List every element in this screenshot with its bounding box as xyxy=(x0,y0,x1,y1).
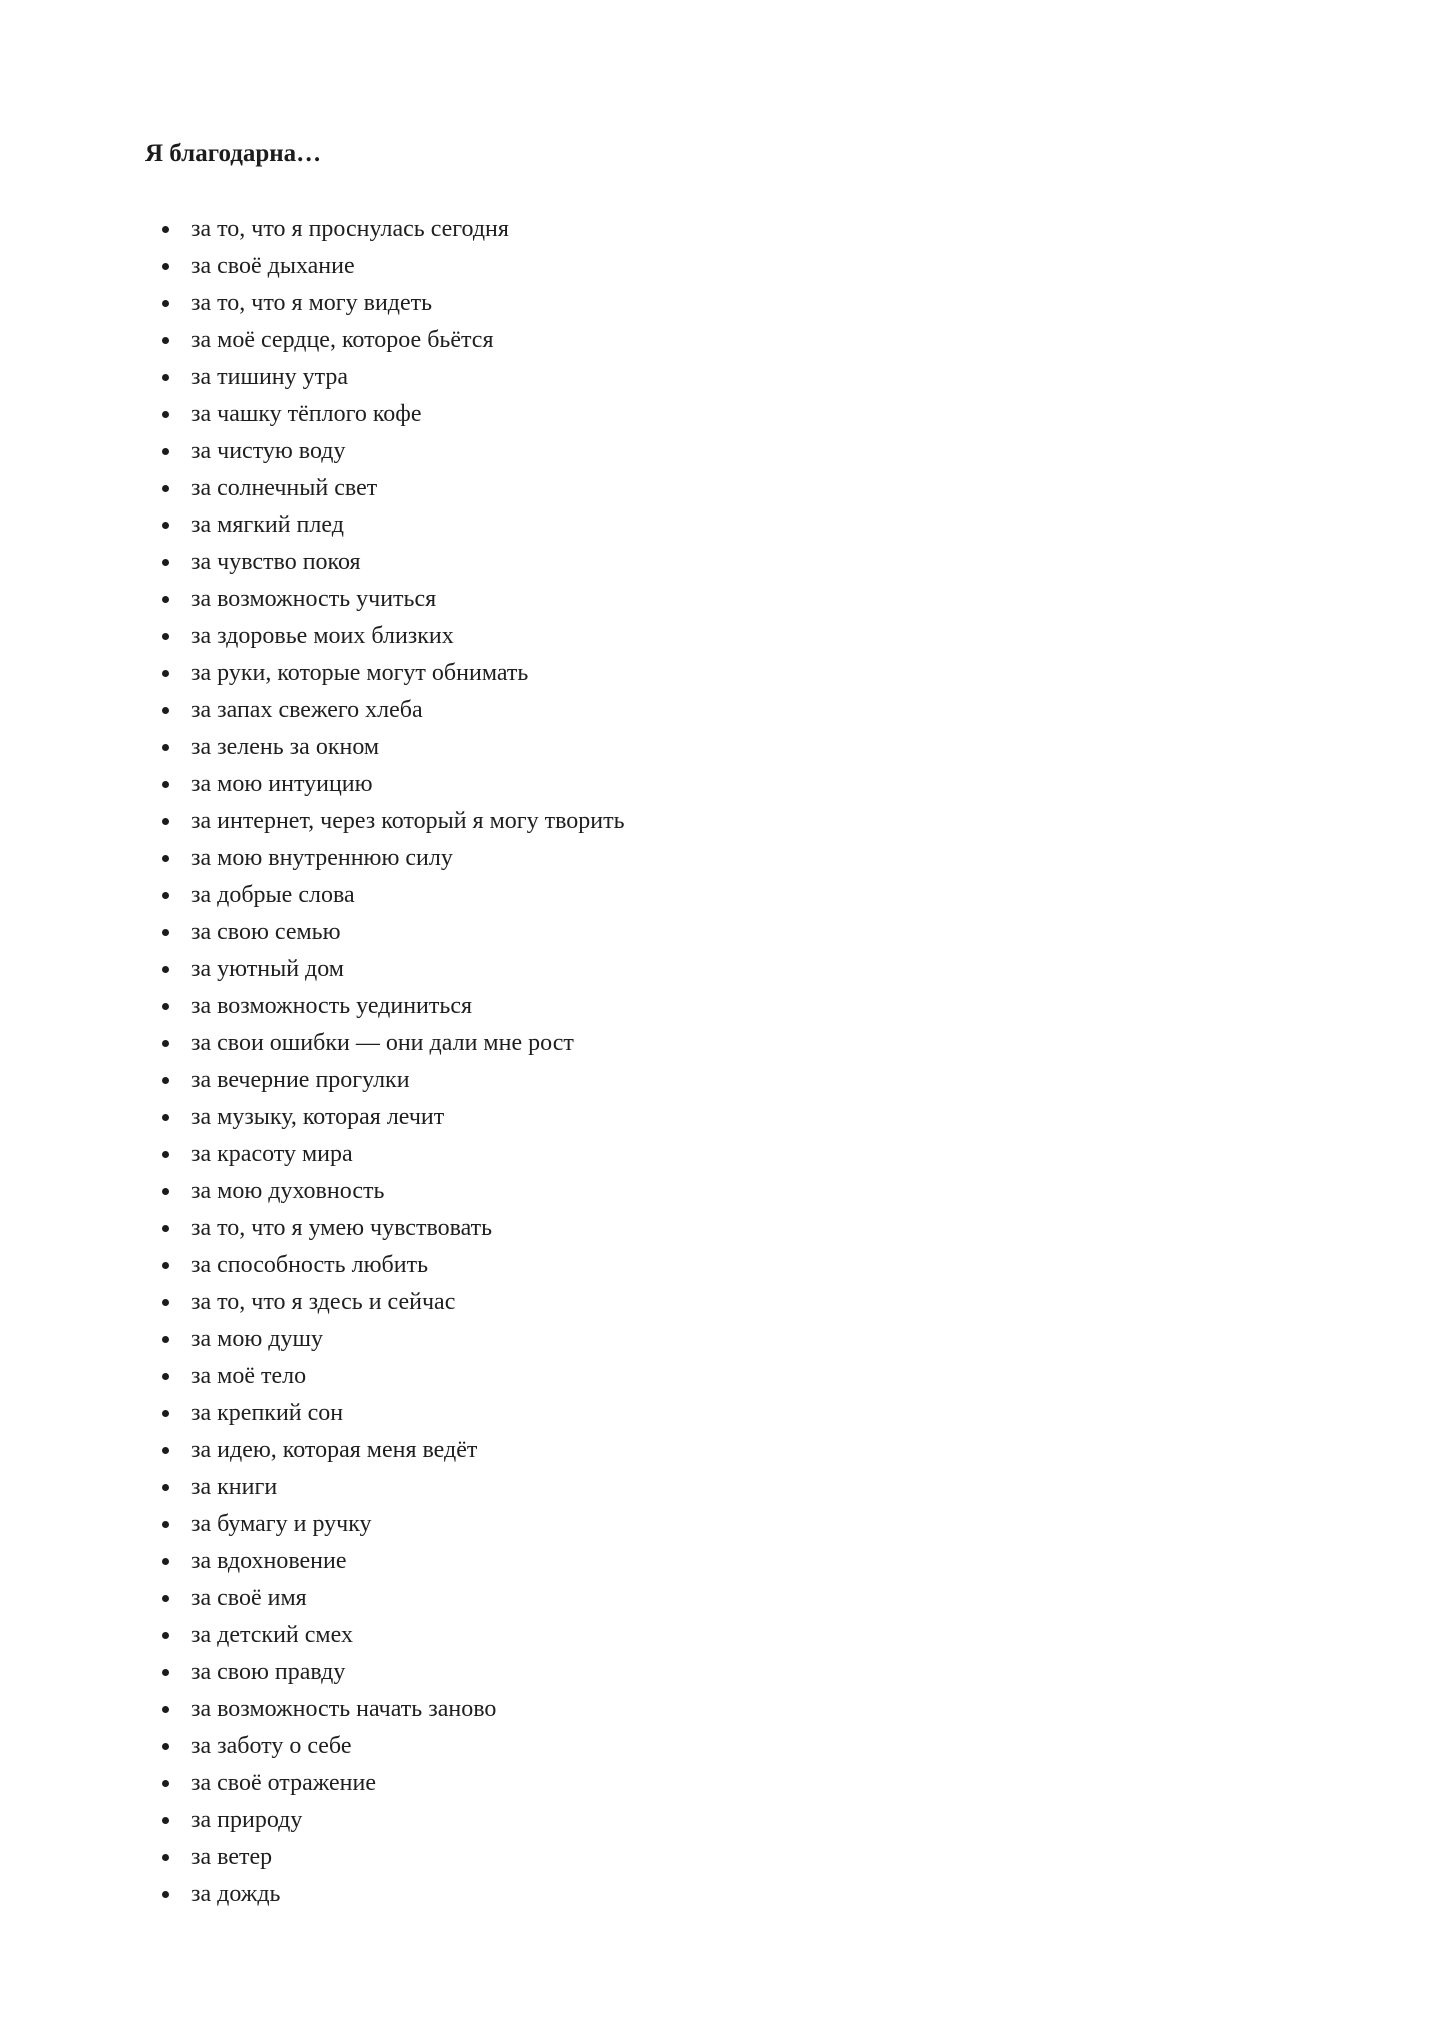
bullet-icon xyxy=(162,1706,169,1713)
bullet-icon xyxy=(162,1817,169,1824)
list-item-text: за то, что я могу видеть xyxy=(191,290,433,316)
list-item-text: за мою духовность xyxy=(191,1178,385,1204)
list-item-text: за природу xyxy=(191,1807,303,1833)
list-item-text: за свою семью xyxy=(191,919,341,945)
list-item-text: за музыку, которая лечит xyxy=(191,1104,445,1130)
bullet-icon xyxy=(162,670,169,677)
list-item-text: за вечерние прогулки xyxy=(191,1067,410,1093)
list-item-text: за здоровье моих близких xyxy=(191,623,454,649)
list-item-text: за возможность начать заново xyxy=(191,1696,497,1722)
bullet-icon xyxy=(162,1595,169,1602)
bullet-icon xyxy=(162,411,169,418)
page-title: Я благодарна… xyxy=(145,140,322,167)
bullet-icon xyxy=(162,1003,169,1010)
bullet-icon xyxy=(162,226,169,233)
list-item-text: за тишину утра xyxy=(191,364,349,390)
bullet-icon xyxy=(162,1669,169,1676)
list-item-text: за свои ошибки — они дали мне рост xyxy=(191,1030,574,1056)
list-item-text: за то, что я здесь и сейчас xyxy=(191,1289,456,1315)
list-item-text: за мою внутреннюю силу xyxy=(191,845,453,871)
bullet-icon xyxy=(162,1336,169,1343)
list-item-text: за уютный дом xyxy=(191,956,344,982)
list-item-text: за способность любить xyxy=(191,1252,429,1278)
bullet-icon xyxy=(162,966,169,973)
bullet-icon xyxy=(162,1521,169,1528)
list-item-text: за то, что я проснулась сегодня xyxy=(191,216,509,242)
bullet-icon xyxy=(162,781,169,788)
list-item-text: за книги xyxy=(191,1474,278,1500)
list-item-text: за идею, которая меня ведёт xyxy=(191,1437,478,1463)
list-item-text: за свою правду xyxy=(191,1659,346,1685)
list-item-text: за чувство покоя xyxy=(191,549,361,575)
bullet-icon xyxy=(162,300,169,307)
list-item-text: за бумагу и ручку xyxy=(191,1511,372,1537)
list-item-text: за моё сердце, которое бьётся xyxy=(191,327,494,353)
list-item-text: за заботу о себе xyxy=(191,1733,352,1759)
list-item-text: за мою душу xyxy=(191,1326,323,1352)
bullet-icon xyxy=(162,1225,169,1232)
list-item-text: за своё имя xyxy=(191,1585,307,1611)
list-item-text: за чашку тёплого кофе xyxy=(191,401,422,427)
bullet-icon xyxy=(162,1484,169,1491)
list-item-text: за чистую воду xyxy=(191,438,346,464)
list-item-text: за интернет, через который я могу творить xyxy=(191,808,625,834)
list-item-text: за мою интуицию xyxy=(191,771,373,797)
list-item-text: за крепкий сон xyxy=(191,1400,344,1426)
list-item-text: за красоту мира xyxy=(191,1141,353,1167)
bullet-icon xyxy=(162,855,169,862)
list-item-text: за детский смех xyxy=(191,1622,353,1648)
list-item-text: за ветер xyxy=(191,1844,273,1870)
list-item-text: за возможность учиться xyxy=(191,586,437,612)
bullet-icon xyxy=(162,1558,169,1565)
list-item-text: за солнечный свет xyxy=(191,475,378,501)
bullet-icon xyxy=(162,1780,169,1787)
list-item-text: за своё отражение xyxy=(191,1770,376,1796)
bullet-icon xyxy=(162,707,169,714)
bullet-icon xyxy=(162,1854,169,1861)
bullet-icon xyxy=(162,1114,169,1121)
list-item-text: за своё дыхание xyxy=(191,253,355,279)
bullet-icon xyxy=(162,1151,169,1158)
bullet-icon xyxy=(162,374,169,381)
list-item-text: за то, что я умею чувствовать xyxy=(191,1215,493,1241)
bullet-icon xyxy=(162,559,169,566)
bullet-icon xyxy=(162,929,169,936)
list-item-text: за запах свежего хлеба xyxy=(191,697,423,723)
bullet-icon xyxy=(162,263,169,270)
list-item-text: за дождь xyxy=(191,1881,281,1907)
list-item-text: за добрые слова xyxy=(191,882,355,908)
bullet-icon xyxy=(162,892,169,899)
bullet-icon xyxy=(162,1891,169,1898)
bullet-icon xyxy=(162,522,169,529)
bullet-icon xyxy=(162,1040,169,1047)
bullet-icon xyxy=(162,485,169,492)
list-item-text: за зелень за окном xyxy=(191,734,380,760)
bullet-icon xyxy=(162,1632,169,1639)
bullet-icon xyxy=(162,744,169,751)
bullet-icon xyxy=(162,596,169,603)
bullet-icon xyxy=(162,1299,169,1306)
bullet-icon xyxy=(162,1447,169,1454)
list-item-text: за вдохновение xyxy=(191,1548,347,1574)
bullet-icon xyxy=(162,1262,169,1269)
list-item-text: за мягкий плед xyxy=(191,512,344,538)
list-item-text: за моё тело xyxy=(191,1363,307,1389)
bullet-icon xyxy=(162,1077,169,1084)
bullet-icon xyxy=(162,337,169,344)
bullet-icon xyxy=(162,1410,169,1417)
bullet-icon xyxy=(162,1743,169,1750)
bullet-icon xyxy=(162,1188,169,1195)
bullet-icon xyxy=(162,1373,169,1380)
bullet-icon xyxy=(162,818,169,825)
list-item-text: за возможность уединиться xyxy=(191,993,473,1019)
list-item-text: за руки, которые могут обнимать xyxy=(191,660,529,686)
bullet-icon xyxy=(162,633,169,640)
bullet-icon xyxy=(162,448,169,455)
